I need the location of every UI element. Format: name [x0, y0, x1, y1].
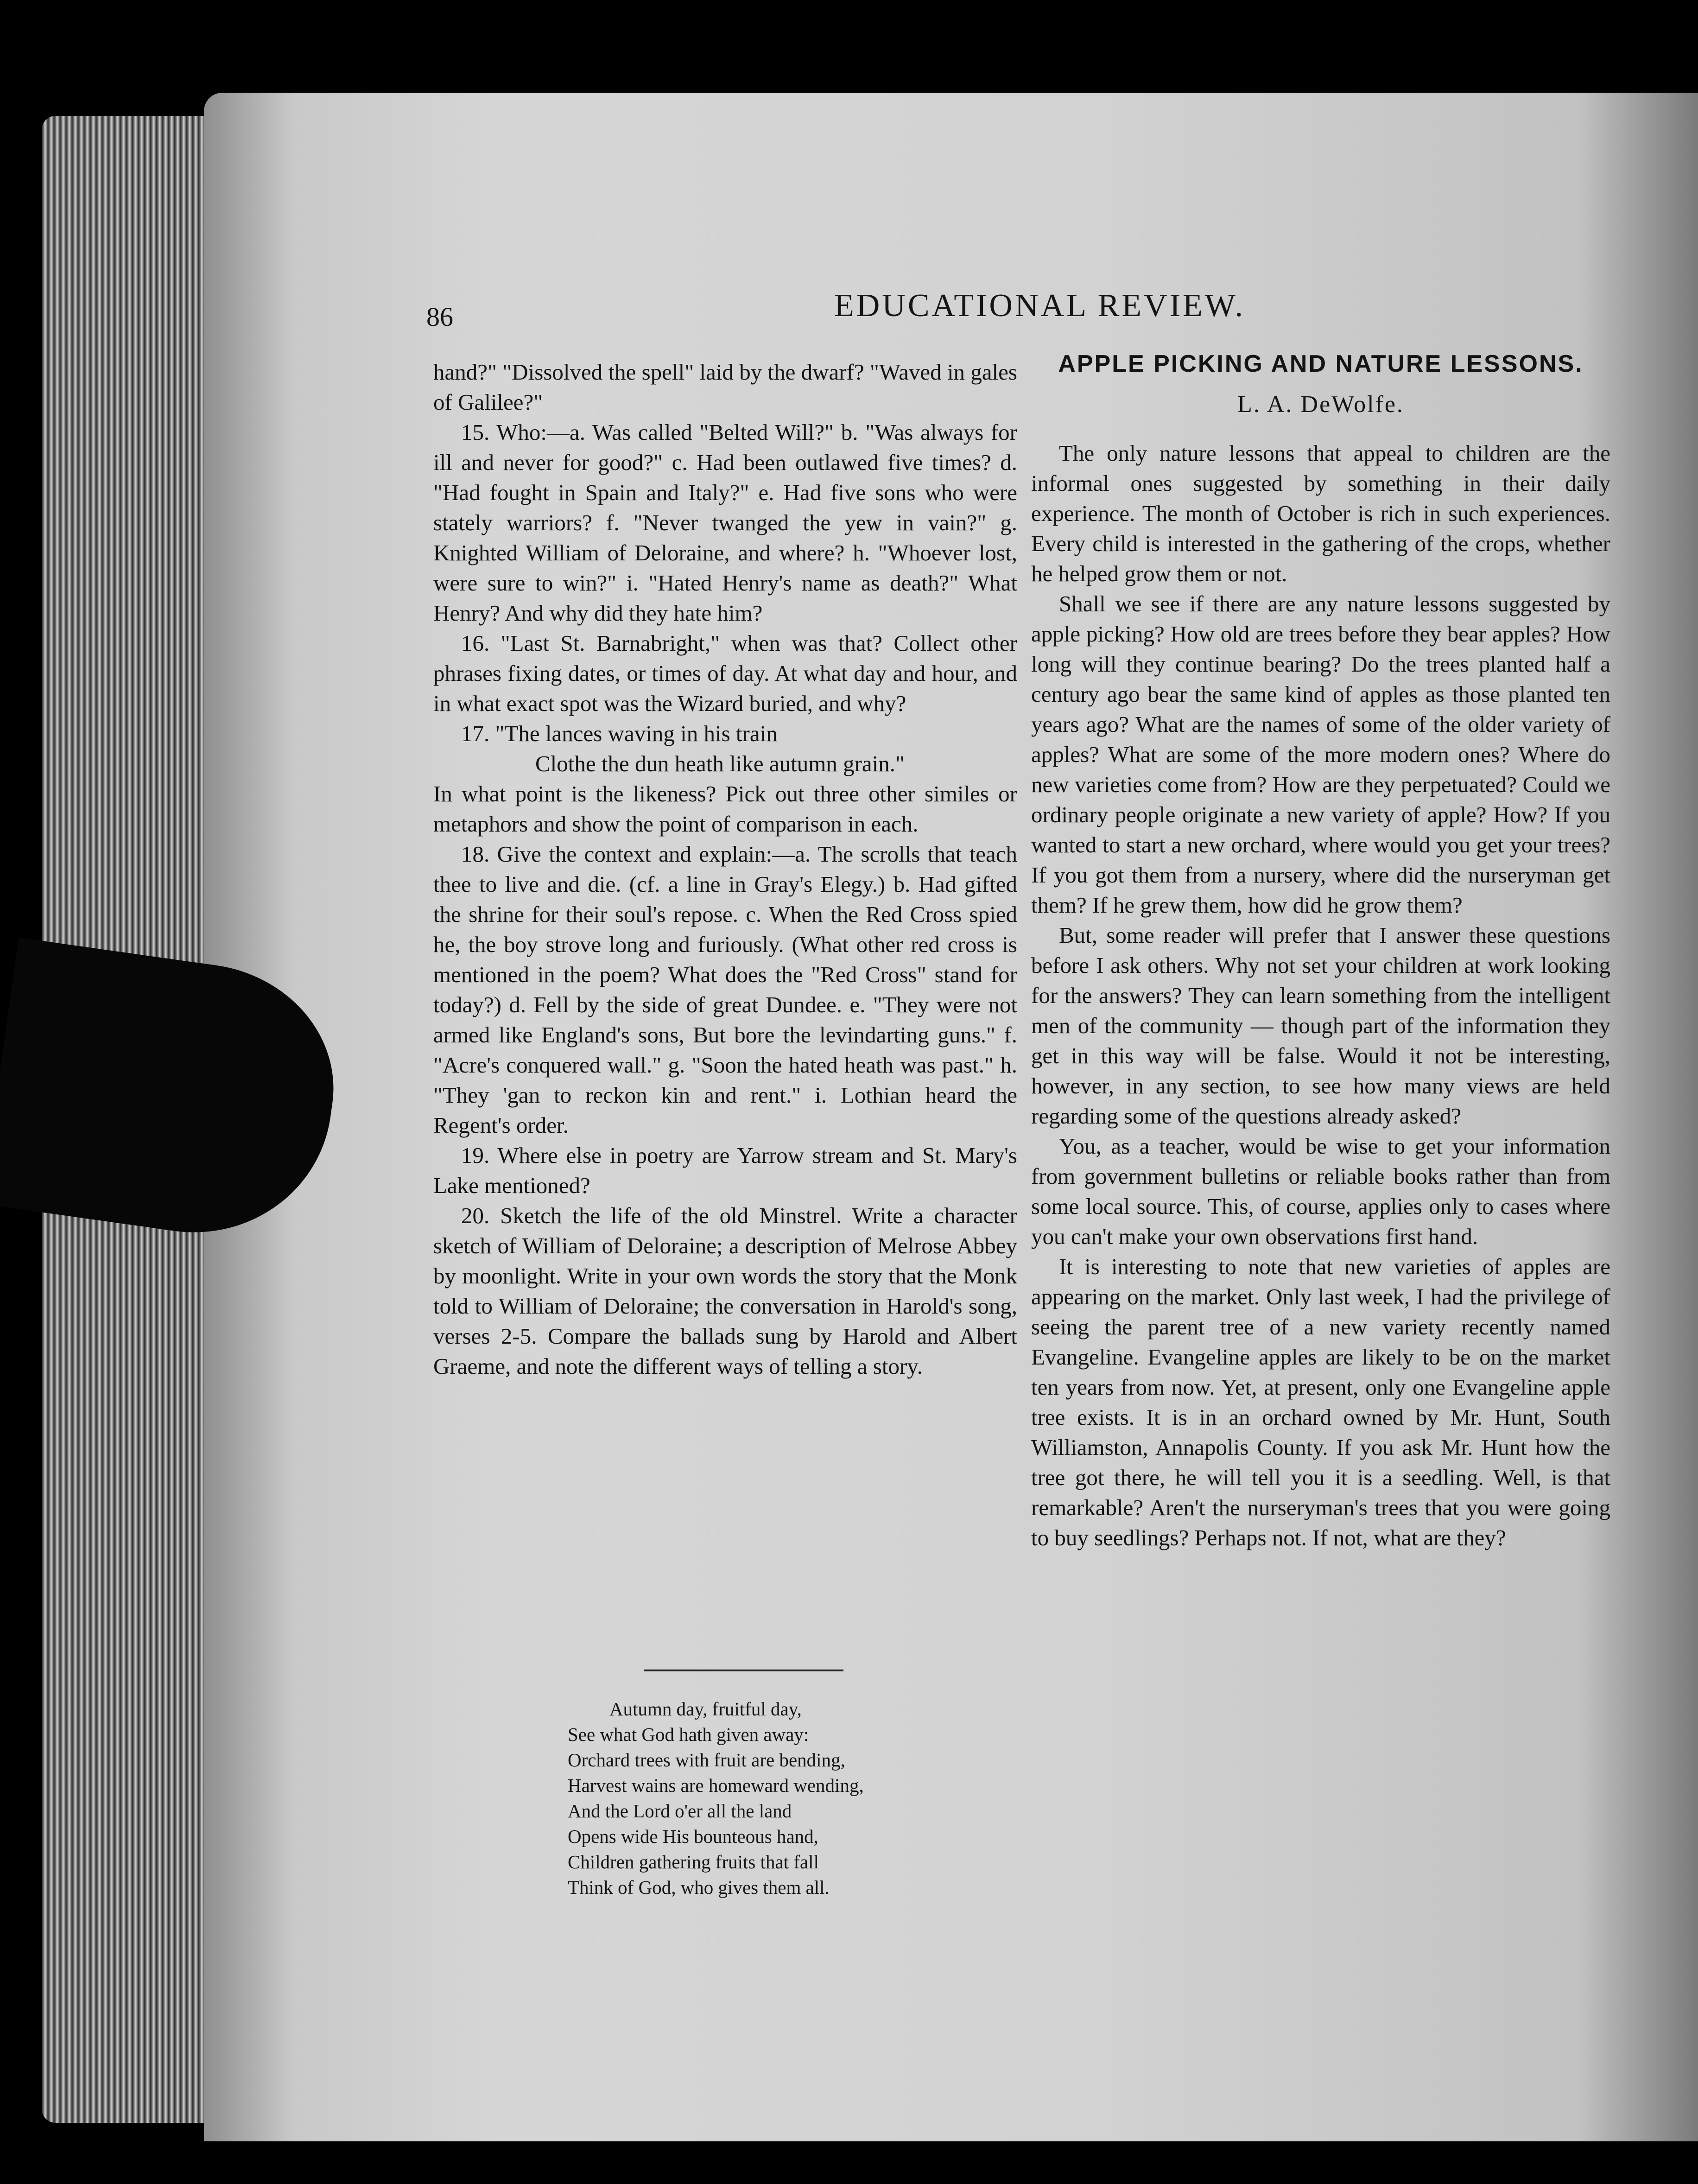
left-paragraph: 17. "The lances waving in his train [461, 721, 778, 746]
left-paragraph: 15. Who:—a. Was called "Belted Will?" b. "Was always for ill and never for good?" c. Had been outlawed five times? d. "Had fought in Spain and Italy?" e. Had five sons who were stately warriors? f. "Never twanged the yew in vain?" g. Knighted William of Deloraine, and where? h. "Whoever lost, were sure to win?" i. "Hated Henry's name as death?" What Henry? And why did they hate him? [433, 419, 1017, 626]
verse-line: Clothe the dun heath like autumn grain." [535, 751, 905, 776]
page-header [426, 287, 1594, 332]
running-head: EDUCATIONAL REVIEW. [834, 288, 1245, 324]
left-paragraph: In what point is the likeness? Pick out three other similes or metaphors and show the point of comparison in each. [433, 781, 1017, 837]
poem-line: Children gathering fruits that fall [568, 1851, 819, 1873]
poem-line: Think of God, who gives them all. [568, 1877, 830, 1898]
left-paragraph: 18. Give the context and explain:—a. The scrolls that teach thee to live and die. (cf. a line in Gray's Elegy.) b. Had gifted the shrine for their soul's repose. c. When the Red Cross spied he, the boy strove long and furiously. (What other red cross is mentioned in the poem? What does the "Red Cross" stand for today?) d. Fell by the side of great Dundee. e. "They were not armed like England's sons, But bore the levindarting guns." f. "Acre's conquered wall." g. "Soon the hated heath was past." h. "They 'gan to reckon kin and rent." i. Lothian heard the Regent's order. [433, 841, 1017, 1138]
left-paragraph: 19. Where else in poetry are Yarrow stream and St. Mary's Lake mentioned? [433, 1143, 1017, 1198]
poem-line: And the Lord o'er all the land [568, 1800, 792, 1822]
left-paragraph: 16. "Last St. Barnabright," when was that? Collect other phrases fixing dates, or times of day. At what day and hour, and in what exact spot was the Wizard buried, and why? [433, 630, 1017, 716]
autumn-poem [568, 1696, 938, 1900]
poem-line: Opens wide His bounteous hand, [568, 1826, 818, 1847]
section-divider [644, 1670, 843, 1671]
left-paragraph: 20. Sketch the life of the old Minstrel. Write a character sketch of William of Deloraine; a description of Melrose Abbey by moonlight. Write in your own words the story that the Monk told to William of Deloraine; the conversation in Harold's song, verses 2-5. Compare the ballads sung by Harold and Albert Graeme, and note the different ways of telling a story. [433, 1203, 1017, 1379]
left-column [433, 357, 1017, 1381]
poem-line: See what God hath given away: [568, 1724, 809, 1745]
poem-line: Harvest wains are homeward wending, [568, 1775, 864, 1796]
right-paragraph: Shall we see if there are any nature lessons suggested by apple picking? How old are trees before they bear apples? How long will they continue bearing? Do the trees planted half a century ago bear the same kind of apples as those planted ten years ago? What are the names of some of the older variety of apples? What are some of the more modern ones? Where do new varieties come from? How are they perpetuated? Could we ordinary people originate a new variety of apple? How? If you wanted to start a new orchard, where would you get your trees? If you got them from a nursery, where did the nurseryman get them? If he grew them, how did he grow them? [1031, 591, 1610, 918]
article-byline: L. A. DeWolfe. [1237, 391, 1404, 418]
poem-line: Orchard trees with fruit are bending, [568, 1749, 845, 1771]
right-column [1031, 348, 1610, 1553]
right-paragraph: But, some reader will prefer that I answer these questions before I ask others. Why not set your children at work looking for the answers? They can learn something from the intelligent men of the community — though part of the information they get in this way will be false. Would it not be interesting, however, in any section, to see how many views are held regarding some of the questions already asked? [1031, 922, 1610, 1129]
left-paragraph: hand?" "Dissolved the spell" laid by the dwarf? "Waved in gales of Galilee?" [433, 359, 1017, 415]
page-number: 86 [426, 302, 453, 332]
right-paragraph: It is interesting to note that new varieties of apples are appearing on the market. Only last week, I had the privilege of seeing the parent tree of a new variety recently named Evangeline. Evangeline apples are likely to be on the market ten years from now. Yet, at present, only one Evangeline apple tree exists. It is in an orchard owned by Mr. Hunt, South Williamston, Annapolis County. If you ask Mr. Hunt how the tree got there, he will tell you it is a seedling. Well, is that remarkable? Aren't the nurseryman's trees that you were going to buy seedlings? Perhaps not. If not, what are they? [1031, 1254, 1610, 1550]
article-title: APPLE PICKING AND NATURE LESSONS. [1058, 350, 1584, 377]
right-paragraph: The only nature lessons that appeal to children are the informal ones suggested by something in their daily experience. The month of October is rich in such experiences. Every child is interested in the gathering of the crops, whether he helped grow them or not. [1031, 440, 1610, 586]
right-paragraph: You, as a teacher, would be wise to get your information from government bulletins or reliable books rather than from some local source. This, of course, applies only to cases where you can't make your own observations first hand. [1031, 1133, 1610, 1249]
poem-line: Autumn day, fruitful day, [609, 1698, 802, 1720]
